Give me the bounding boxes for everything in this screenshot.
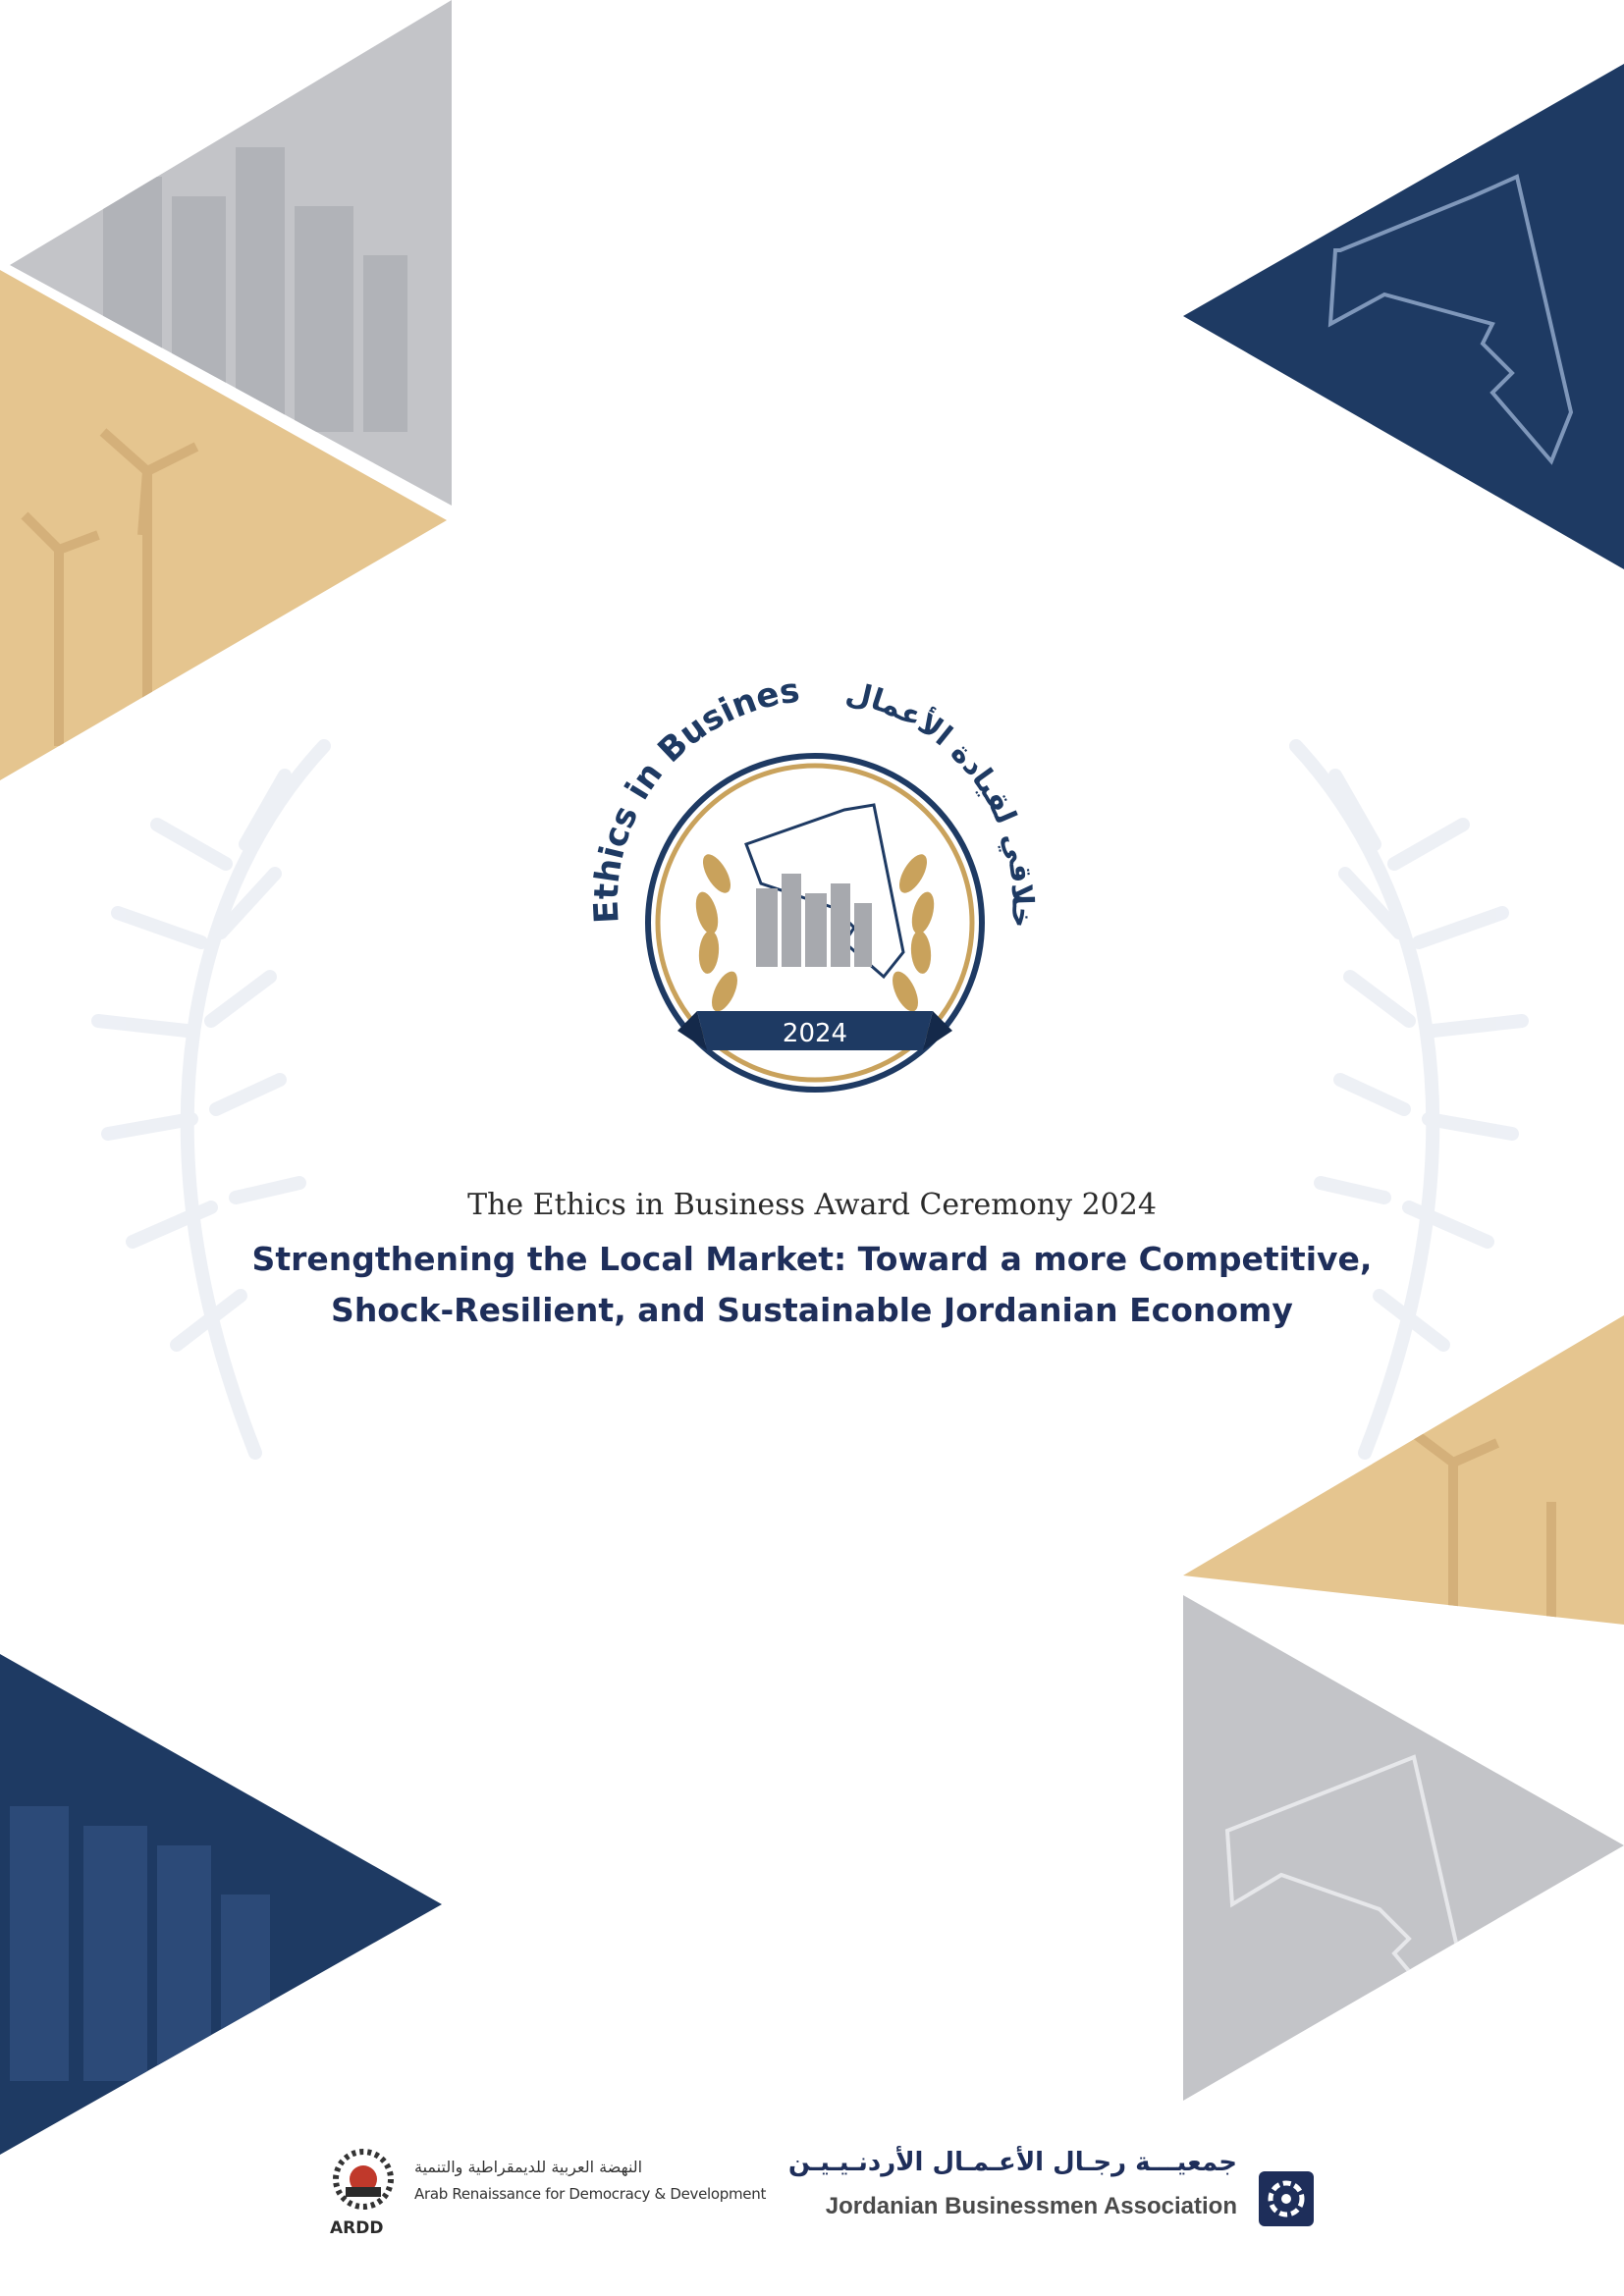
triangle-gold-bottom-right	[1183, 1315, 1624, 1625]
ribbon-year-text: 2024	[782, 1019, 848, 1048]
ceremony-title: The Ethics in Business Award Ceremony 2024	[467, 1188, 1157, 1222]
title-block	[0, 1188, 1624, 1336]
headline-line-1: Strengthening the Local Market: Toward a more Competitive,	[251, 1240, 1373, 1278]
ardd-english-name: Arab Renaissance for Democracy & Development	[414, 2185, 767, 2203]
ardd-arabic-name: النهضة العربية للديمقراطية والتنمية	[414, 2158, 643, 2176]
award-logo	[550, 628, 1080, 1158]
triangle-navy-top-right	[1183, 64, 1624, 569]
jba-logo-icon	[1257, 2169, 1316, 2228]
ardd-abbreviation: ARDD	[330, 2218, 384, 2238]
jba-logo	[787, 2140, 1316, 2248]
logo-english-arc-text: Ethics in Busines	[586, 670, 802, 925]
jba-english-name: Jordanian Businessmen Association	[825, 2193, 1237, 2219]
laurel-watermark-left	[98, 746, 324, 1453]
logo-arabic-arc-text: خلاقي لقيادة الأعمال	[842, 675, 1040, 930]
headline-line-2: Shock-Resilient, and Sustainable Jordanian Economy	[331, 1291, 1293, 1329]
jba-arabic-name: جمعيـــة رجـال الأعـمـال الأردنـيـيـن	[787, 2148, 1237, 2177]
laurel-watermark-right	[1296, 746, 1522, 1453]
triangle-grey-bottom-right	[1183, 1595, 1624, 2101]
footer-logos	[0, 2140, 1624, 2258]
ardd-logo	[324, 2140, 795, 2248]
